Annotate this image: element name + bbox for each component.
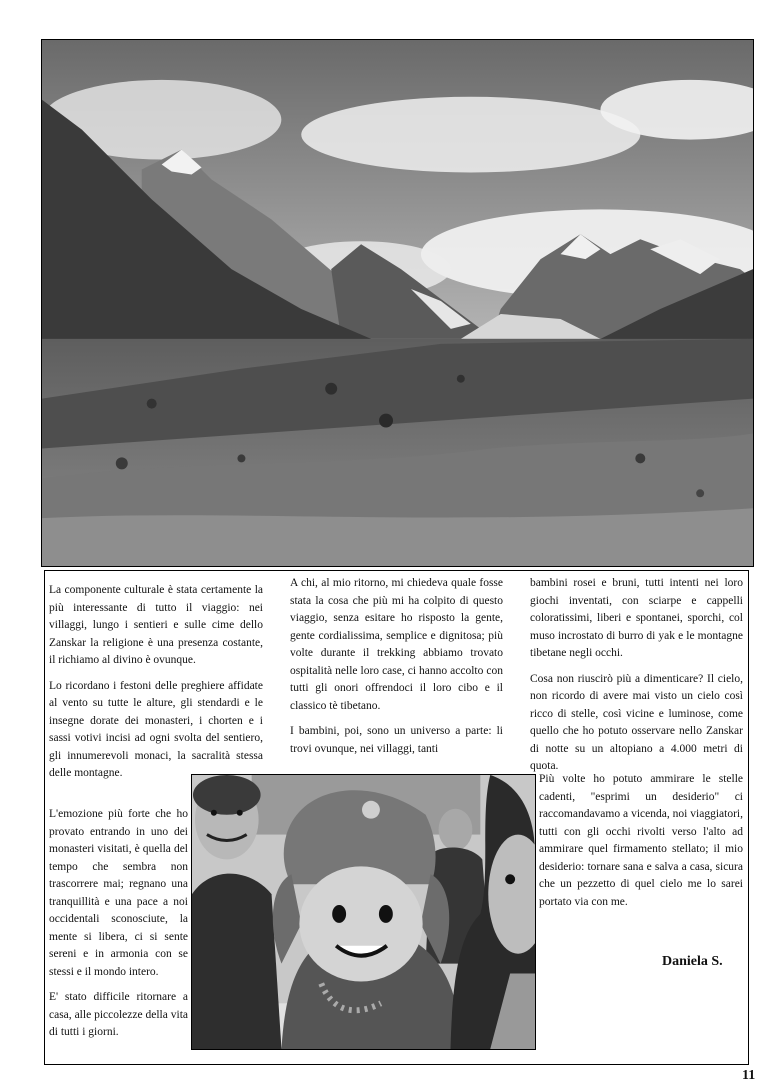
article-column-2: [290, 575, 503, 766]
article-column-1: [49, 582, 263, 791]
page-number: 11: [742, 1068, 756, 1083]
paragraph: Più volte ho potuto ammirare le stelle cadenti, "esprimi un desiderio" ci raccomandavamo a vicenda, noi viaggiatori, tutti con gli occhi rivolti verso l'alto ad ammirare quel firmamento stellato; il mio desiderio: tornare sana e salva a casa, sicura che un pezzetto di quel cielo me lo sarei portato via con me.: [539, 773, 743, 908]
paragraph: I bambini, poi, sono un universo a parte: li trovi ovunque, nei villaggi, tanti: [290, 725, 503, 755]
paragraph: bambini rosei e bruni, tutti intenti nei loro giochi inventati, con sciarpe e cappelli coloratissimi, liberi e spontanei, sporchi, col muso incrostato di burro di yak e le montagne tibetane negli occhi.: [530, 577, 743, 659]
paragraph: La componente culturale è stata certamente la più interessante di tutto il viaggio: nei villaggi, lungo i sentieri e sulle cime dello Zanskar la religione è una presenza costante, il richiamo al divino è ovunque.: [49, 584, 263, 666]
article-column-3: [530, 575, 743, 784]
landscape-photo: [41, 39, 754, 567]
author-signature: Daniela S.: [662, 954, 723, 969]
article-column-1-lower: [49, 806, 188, 1050]
paragraph: E' stato difficile ritornare a casa, alle piccolezze della vita di tutti i giorni.: [49, 991, 188, 1038]
children-photo: [191, 774, 536, 1050]
paragraph: Cosa non riuscirò più a dimenticare? Il cielo, non ricordo di avere mai visto un cielo così ricco di stelle, così vicine e luminose, come quello che ho potuto osservare nello Zanskar di notte su un altopiano a 4.000 metri di quota.: [530, 672, 743, 772]
article-column-3-lower: [539, 771, 743, 919]
paragraph: L'emozione più forte che ho provato entrando in uno dei monasteri visitati, è quella del tempo che sembra non trascorrere mai; regnano una tranquillità e una pace a noi occidentali sconosciute, la mente si libera, ci si sente sereni e in armonia con se stessi e il mondo intero.: [49, 808, 188, 978]
paragraph: Lo ricordano i festoni delle preghiere affidate al vento su tutte le alture, gli stendardi e le insegne dorate dei monasteri, i chorten e i sassi votivi incisi ad ogni svolta del sentiero, gli innumerevoli monaci, la sacralità stessa delle montagne.: [49, 679, 263, 779]
paragraph: A chi, al mio ritorno, mi chiedeva quale fosse stata la cosa che più mi ha colpito di questo viaggio, senza esitare ho risposto la gente, gente cordialissima, semplice e dignitosa; più volte durante il trekking abbiamo trovato ospitalità nelle loro case, ci hanno accolto con tutti gli onori offrendoci il loro cibo e il classico tè tibetano.: [290, 577, 503, 712]
